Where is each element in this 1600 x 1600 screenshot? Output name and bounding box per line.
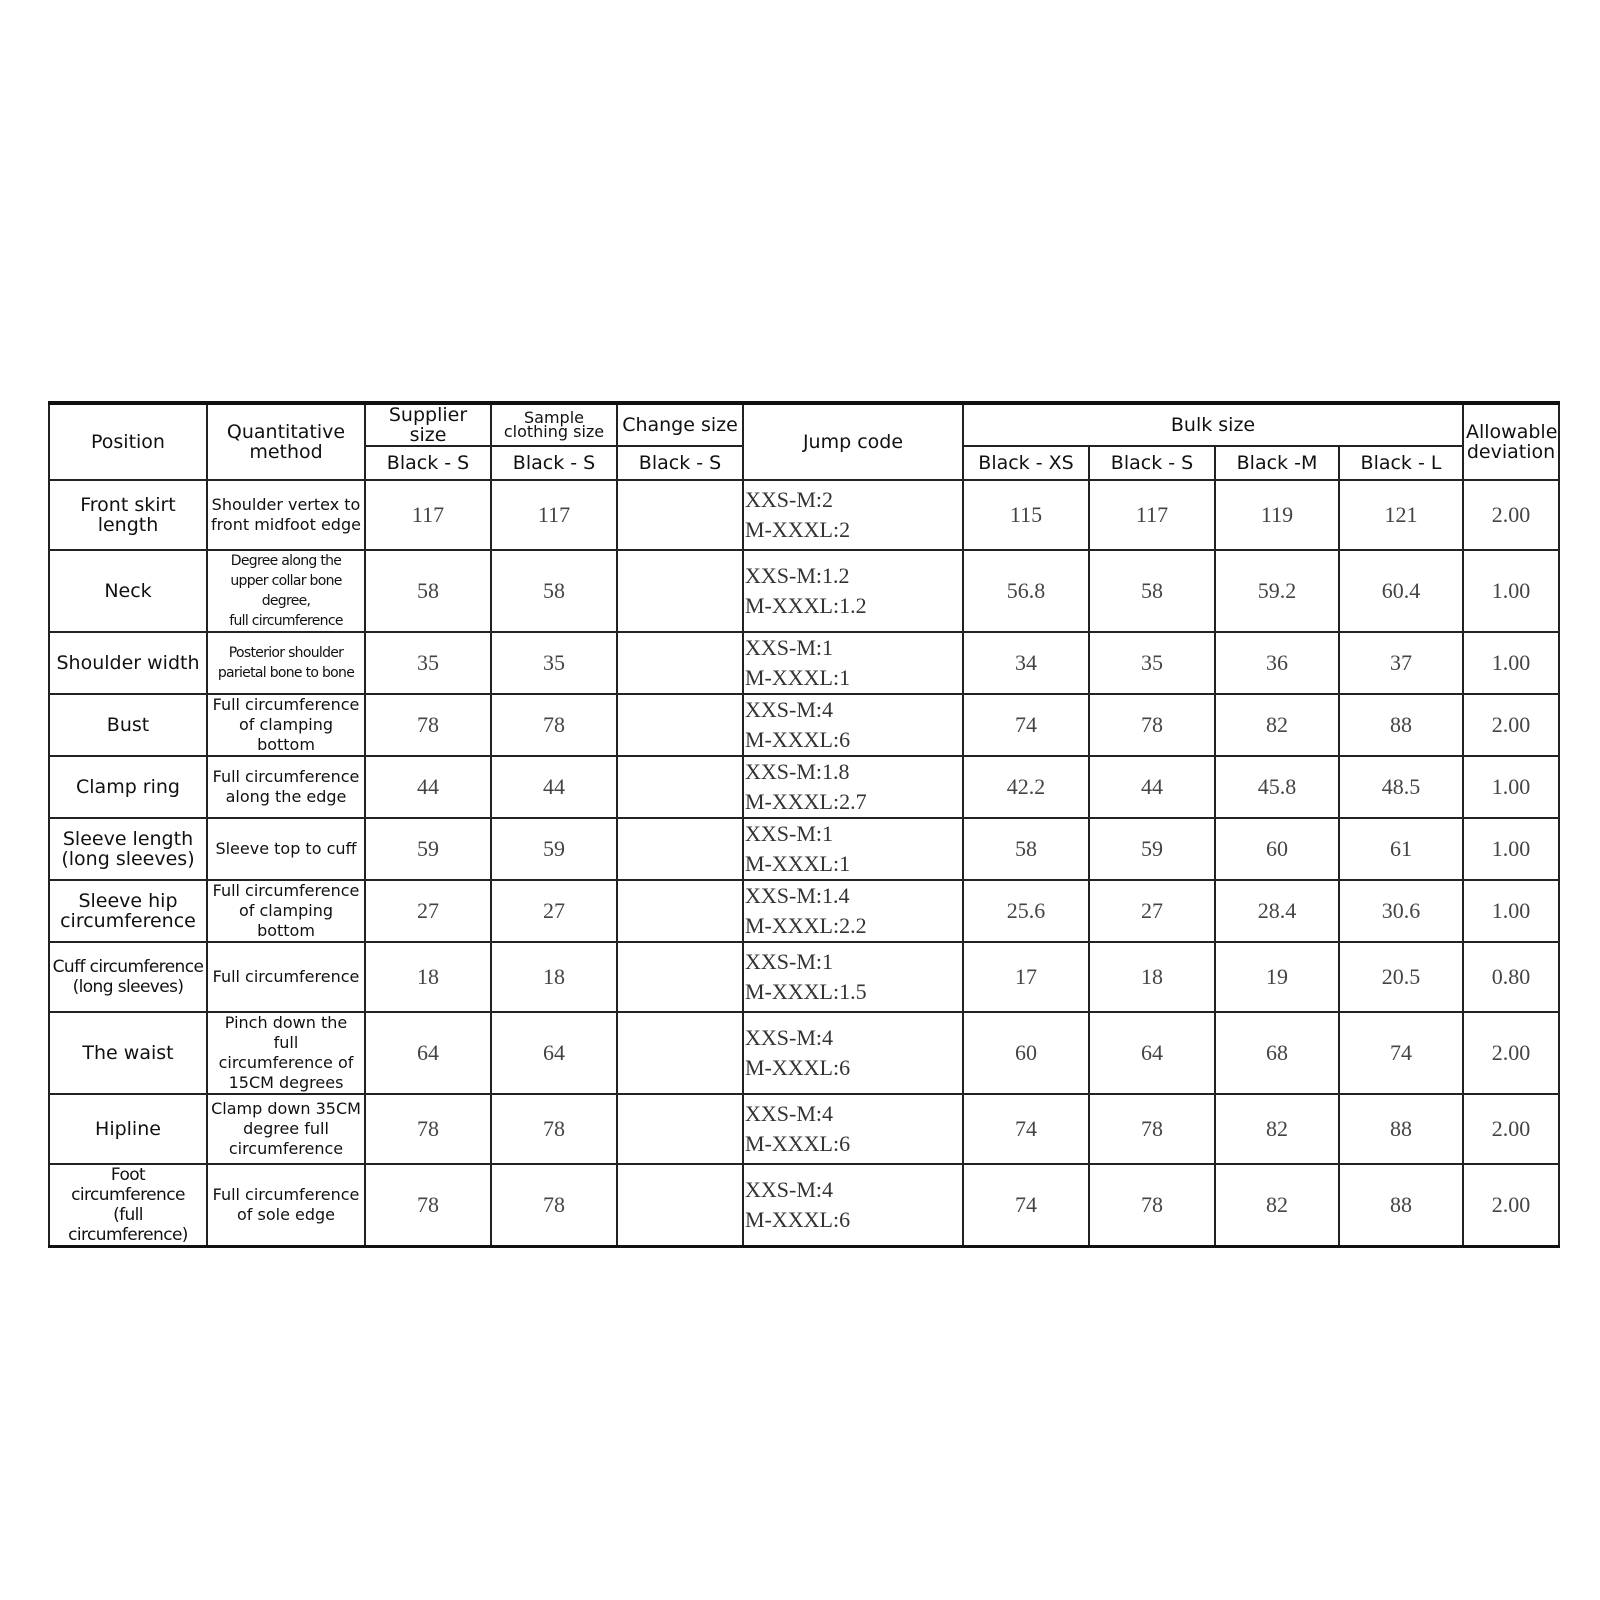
cell-position: Bust xyxy=(49,694,207,756)
cell-jump-code xyxy=(743,550,963,632)
cell-method: Full circumference of sole edge xyxy=(207,1164,365,1247)
header-jump-code: Jump code xyxy=(743,403,963,480)
cell-change-size xyxy=(617,1012,743,1094)
cell-supplier-size: 64 xyxy=(365,1012,491,1094)
cell-bulk-s: 117 xyxy=(1089,480,1215,550)
cell-supplier-size: 78 xyxy=(365,1094,491,1164)
table-row xyxy=(49,756,1559,818)
cell-method: Full circumference xyxy=(207,942,365,1012)
cell-bulk-s: 78 xyxy=(1089,1164,1215,1247)
header-allowable-deviation: Allowable deviation xyxy=(1463,403,1559,480)
cell-bulk-l: 20.5 xyxy=(1339,942,1463,1012)
subheader-supplier-black-s: Black - S xyxy=(365,446,491,480)
jump-code-small-range: XXS-M:4 xyxy=(745,1177,834,1202)
cell-deviation: 1.00 xyxy=(1463,880,1559,942)
jump-code-small-range: XXS-M:1.8 xyxy=(745,759,850,784)
subheader-bulk-black-m: Black -M xyxy=(1215,446,1339,480)
cell-method: Posterior shoulder parietal bone to bone xyxy=(207,632,365,694)
cell-deviation: 2.00 xyxy=(1463,1012,1559,1094)
cell-position: Front skirt length xyxy=(49,480,207,550)
cell-bulk-m: 68 xyxy=(1215,1012,1339,1094)
cell-bulk-xs: 56.8 xyxy=(963,550,1089,632)
cell-sample-size: 64 xyxy=(491,1012,617,1094)
jump-code-small-range: XXS-M:1 xyxy=(745,821,834,846)
cell-position: Cuff circumference (long sleeves) xyxy=(49,942,207,1012)
cell-deviation: 0.80 xyxy=(1463,942,1559,1012)
cell-bulk-s: 27 xyxy=(1089,880,1215,942)
cell-bulk-l: 37 xyxy=(1339,632,1463,694)
cell-supplier-size: 58 xyxy=(365,550,491,632)
cell-bulk-l: 30.6 xyxy=(1339,880,1463,942)
cell-bulk-s: 44 xyxy=(1089,756,1215,818)
cell-method: Degree along the upper collar bone degree, full circumference xyxy=(207,550,365,632)
cell-bulk-m: 45.8 xyxy=(1215,756,1339,818)
jump-code-small-range: XXS-M:4 xyxy=(745,1101,834,1126)
cell-bulk-m: 60 xyxy=(1215,818,1339,880)
cell-jump-code xyxy=(743,480,963,550)
jump-code-small-range: XXS-M:1.2 xyxy=(745,563,850,588)
cell-sample-size: 44 xyxy=(491,756,617,818)
cell-supplier-size: 59 xyxy=(365,818,491,880)
cell-bulk-s: 18 xyxy=(1089,942,1215,1012)
cell-supplier-size: 35 xyxy=(365,632,491,694)
table-row xyxy=(49,480,1559,550)
cell-deviation: 2.00 xyxy=(1463,1164,1559,1247)
jump-code-large-range: M-XXXL:6 xyxy=(745,727,851,752)
table-row xyxy=(49,880,1559,942)
cell-change-size xyxy=(617,550,743,632)
cell-deviation: 1.00 xyxy=(1463,550,1559,632)
subheader-sample-black-s: Black - S xyxy=(491,446,617,480)
cell-position: Neck xyxy=(49,550,207,632)
cell-bulk-xs: 25.6 xyxy=(963,880,1089,942)
subheader-bulk-black-l: Black - L xyxy=(1339,446,1463,480)
subheader-bulk-black-xs: Black - XS xyxy=(963,446,1089,480)
cell-bulk-l: 88 xyxy=(1339,1164,1463,1247)
jump-code-large-range: M-XXXL:2.7 xyxy=(745,789,867,814)
cell-bulk-s: 58 xyxy=(1089,550,1215,632)
subheader-bulk-black-s: Black - S xyxy=(1089,446,1215,480)
jump-code-large-range: M-XXXL:1 xyxy=(745,665,851,690)
table-row xyxy=(49,942,1559,1012)
table-row xyxy=(49,1012,1559,1094)
cell-bulk-l: 60.4 xyxy=(1339,550,1463,632)
cell-position: The waist xyxy=(49,1012,207,1094)
cell-bulk-xs: 17 xyxy=(963,942,1089,1012)
header-change-size: Change size xyxy=(617,403,743,446)
cell-bulk-xs: 74 xyxy=(963,694,1089,756)
cell-jump-code xyxy=(743,880,963,942)
jump-code-large-range: M-XXXL:6 xyxy=(745,1207,851,1232)
cell-position: Hipline xyxy=(49,1094,207,1164)
subheader-change-black-s: Black - S xyxy=(617,446,743,480)
cell-change-size xyxy=(617,694,743,756)
cell-method: Full circumference along the edge xyxy=(207,756,365,818)
jump-code-large-range: M-XXXL:2 xyxy=(745,517,851,542)
header-sample-clothing-size: Sample clothing size xyxy=(491,403,617,446)
cell-bulk-m: 36 xyxy=(1215,632,1339,694)
cell-bulk-m: 28.4 xyxy=(1215,880,1339,942)
cell-change-size xyxy=(617,880,743,942)
cell-position: Sleeve hip circumference xyxy=(49,880,207,942)
size-chart-table xyxy=(48,401,1560,1248)
cell-bulk-m: 119 xyxy=(1215,480,1339,550)
cell-sample-size: 59 xyxy=(491,818,617,880)
table-row xyxy=(49,550,1559,632)
cell-supplier-size: 44 xyxy=(365,756,491,818)
cell-bulk-l: 74 xyxy=(1339,1012,1463,1094)
cell-change-size xyxy=(617,1164,743,1247)
jump-code-small-range: XXS-M:1.4 xyxy=(745,883,850,908)
cell-change-size xyxy=(617,480,743,550)
cell-deviation: 1.00 xyxy=(1463,818,1559,880)
cell-bulk-s: 35 xyxy=(1089,632,1215,694)
cell-deviation: 2.00 xyxy=(1463,694,1559,756)
cell-position: Sleeve length (long sleeves) xyxy=(49,818,207,880)
cell-deviation: 2.00 xyxy=(1463,1094,1559,1164)
header-quantitative-method: Quantitative method xyxy=(207,403,365,480)
jump-code-large-range: M-XXXL:1.5 xyxy=(745,979,867,1004)
cell-method: Shoulder vertex to front midfoot edge xyxy=(207,480,365,550)
cell-method: Sleeve top to cuff xyxy=(207,818,365,880)
cell-supplier-size: 27 xyxy=(365,880,491,942)
table-row xyxy=(49,1094,1559,1164)
table-row xyxy=(49,818,1559,880)
header-position: Position xyxy=(49,403,207,480)
table-row xyxy=(49,632,1559,694)
cell-supplier-size: 117 xyxy=(365,480,491,550)
cell-change-size xyxy=(617,1094,743,1164)
table-row xyxy=(49,694,1559,756)
cell-supplier-size: 18 xyxy=(365,942,491,1012)
jump-code-large-range: M-XXXL:6 xyxy=(745,1055,851,1080)
cell-supplier-size: 78 xyxy=(365,1164,491,1247)
cell-method: Full circumference of clamping bottom xyxy=(207,694,365,756)
cell-bulk-s: 64 xyxy=(1089,1012,1215,1094)
header-supplier-size: Supplier size xyxy=(365,403,491,446)
cell-jump-code xyxy=(743,1164,963,1247)
cell-jump-code xyxy=(743,818,963,880)
cell-bulk-m: 82 xyxy=(1215,694,1339,756)
cell-jump-code xyxy=(743,1094,963,1164)
jump-code-small-range: XXS-M:1 xyxy=(745,949,834,974)
cell-bulk-l: 121 xyxy=(1339,480,1463,550)
cell-method: Clamp down 35CM degree full circumference xyxy=(207,1094,365,1164)
header-bulk-size: Bulk size xyxy=(963,403,1463,446)
cell-bulk-l: 61 xyxy=(1339,818,1463,880)
cell-jump-code xyxy=(743,1012,963,1094)
cell-bulk-m: 82 xyxy=(1215,1164,1339,1247)
table-row xyxy=(49,1164,1559,1247)
cell-method: Pinch down the full circumference of 15CM degrees xyxy=(207,1012,365,1094)
cell-position: Shoulder width xyxy=(49,632,207,694)
cell-bulk-m: 59.2 xyxy=(1215,550,1339,632)
cell-bulk-m: 19 xyxy=(1215,942,1339,1012)
jump-code-small-range: XXS-M:1 xyxy=(745,635,834,660)
jump-code-large-range: M-XXXL:2.2 xyxy=(745,913,867,938)
jump-code-large-range: M-XXXL:6 xyxy=(745,1131,851,1156)
cell-sample-size: 35 xyxy=(491,632,617,694)
cell-supplier-size: 78 xyxy=(365,694,491,756)
cell-sample-size: 78 xyxy=(491,1164,617,1247)
cell-sample-size: 27 xyxy=(491,880,617,942)
cell-bulk-xs: 42.2 xyxy=(963,756,1089,818)
cell-bulk-m: 82 xyxy=(1215,1094,1339,1164)
cell-position: Foot circumference (full circumference) xyxy=(49,1164,207,1247)
cell-sample-size: 78 xyxy=(491,694,617,756)
cell-sample-size: 117 xyxy=(491,480,617,550)
cell-bulk-xs: 60 xyxy=(963,1012,1089,1094)
cell-bulk-l: 88 xyxy=(1339,694,1463,756)
cell-change-size xyxy=(617,632,743,694)
cell-bulk-s: 78 xyxy=(1089,694,1215,756)
jump-code-small-range: XXS-M:2 xyxy=(745,487,834,512)
cell-bulk-l: 48.5 xyxy=(1339,756,1463,818)
cell-position: Clamp ring xyxy=(49,756,207,818)
cell-change-size xyxy=(617,756,743,818)
cell-jump-code xyxy=(743,632,963,694)
cell-bulk-xs: 115 xyxy=(963,480,1089,550)
cell-deviation: 1.00 xyxy=(1463,632,1559,694)
cell-bulk-xs: 74 xyxy=(963,1164,1089,1247)
cell-method: Full circumference of clamping bottom xyxy=(207,880,365,942)
jump-code-large-range: M-XXXL:1 xyxy=(745,851,851,876)
cell-jump-code xyxy=(743,942,963,1012)
cell-bulk-xs: 58 xyxy=(963,818,1089,880)
cell-bulk-l: 88 xyxy=(1339,1094,1463,1164)
cell-deviation: 1.00 xyxy=(1463,756,1559,818)
cell-bulk-s: 59 xyxy=(1089,818,1215,880)
cell-sample-size: 78 xyxy=(491,1094,617,1164)
cell-sample-size: 58 xyxy=(491,550,617,632)
jump-code-large-range: M-XXXL:1.2 xyxy=(745,593,867,618)
cell-bulk-xs: 34 xyxy=(963,632,1089,694)
cell-jump-code xyxy=(743,694,963,756)
cell-change-size xyxy=(617,818,743,880)
cell-jump-code xyxy=(743,756,963,818)
cell-sample-size: 18 xyxy=(491,942,617,1012)
cell-deviation: 2.00 xyxy=(1463,480,1559,550)
jump-code-small-range: XXS-M:4 xyxy=(745,1025,834,1050)
cell-change-size xyxy=(617,942,743,1012)
cell-bulk-xs: 74 xyxy=(963,1094,1089,1164)
jump-code-small-range: XXS-M:4 xyxy=(745,697,834,722)
cell-bulk-s: 78 xyxy=(1089,1094,1215,1164)
